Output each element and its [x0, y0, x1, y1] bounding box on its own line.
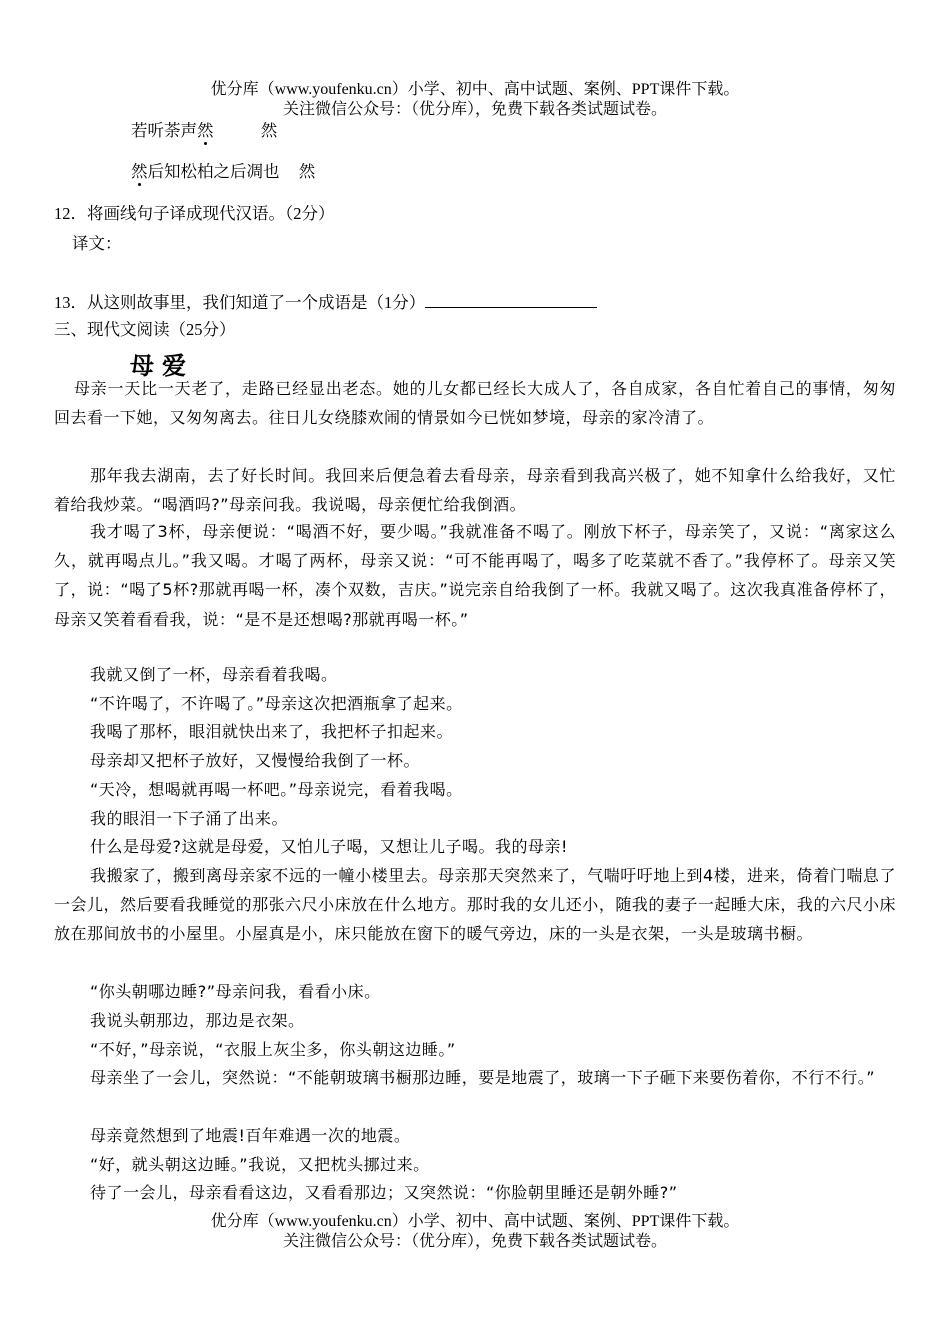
paragraph-2: 那年我去湖南，去了好长时间。我回来后便急着去看母亲，母亲看到我高兴极了，她不知拿什么给我好，又忙着给我炒菜。“喝酒吗?”母亲问我。我说喝，母亲便忙给我倒酒。: [54, 466, 896, 515]
paragraph-7: 母亲却又把杯子放好，又慢慢给我倒了一杯。: [90, 751, 421, 770]
vocab-item-1-answer: 然: [260, 121, 278, 140]
question-12: 12．将画线句子译成现代汉语。（2分）: [54, 204, 335, 223]
paragraph-17: “好，就头朝这边睡。”我说，又把枕头挪过来。: [90, 1155, 430, 1174]
paragraph-14: “不好，”母亲说，“衣服上灰尘多，你头朝这边睡。”: [90, 1040, 456, 1059]
article-title: 母爱: [130, 352, 194, 380]
paragraph-10: 什么是母爱?这就是母爱，又怕儿子喝，又想让儿子喝。我的母亲!: [90, 837, 568, 856]
paragraph-5: “不许喝了，不许喝了。”母亲这次把酒瓶拿了起来。: [90, 694, 463, 713]
paragraph-13: 我说头朝那边，那边是衣架。: [90, 1011, 305, 1030]
question-13-text: 13．从这则故事里，我们知道了一个成语是（1分）: [54, 293, 426, 312]
paragraph-8: “天冷，想喝就再喝一杯吧。”母亲说完，看着我喝。: [90, 780, 463, 799]
paragraph-18: 待了一会儿，母亲看看这边，又看看那边；又突然说：“你脸朝里睡还是朝外睡?”: [90, 1183, 678, 1202]
footer-line-2: 关注微信公众号：（优分库），免费下载各类试题试卷。: [282, 1233, 667, 1250]
paragraph-6: 我喝了那杯，眼泪就快出来了，我把杯子扣起来。: [90, 722, 454, 741]
vocab-item-2-text: 后知松柏之后凋也: [147, 162, 280, 181]
paragraph-16: 母亲竟然想到了地震!百年难遇一次的地震。: [90, 1126, 411, 1145]
vocab-item-1: [131, 120, 277, 142]
paragraph-4: 我就又倒了一杯，母亲看着我喝。: [90, 665, 338, 684]
header-line-2: 关注微信公众号：（优分库），免费下载各类试题试卷。: [282, 101, 667, 118]
paragraph-1: 母亲一天比一天老了，走路已经显出老态。她的儿女都已经长大成人了，各自成家，各自忙着自己的事情，匆匆回去看一下她，又匆匆离去。往日儿女绕膝欢闹的情景如今已恍如梦境，母亲的家冷清了。: [54, 379, 896, 428]
paragraph-9: 我的眼泪一下子涌了出来。: [90, 809, 289, 828]
vocab-item-2-dotted-char: 然: [131, 162, 148, 181]
section-heading-modern-reading: 三、现代文阅读（25分）: [54, 320, 236, 339]
vocab-item-1-dotted-char: 然: [197, 121, 214, 140]
paragraph-12: “你头朝哪边睡?”母亲问我，看看小床。: [90, 982, 381, 1001]
vocab-item-2-answer: 然: [298, 162, 316, 181]
header-line-1: 优分库（www.youfenku.cn）小学、初中、高中试题、案例、PPT课件下载。: [210, 81, 740, 98]
paragraph-3: 我才喝了3杯，母亲便说：“喝酒不好，要少喝。”我就准备不喝了。刚放下杯子，母亲笑了，又说：“离家这么久，就再喝点儿。”我又喝。才喝了两杯，母亲又说：“可不能再喝了，喝多了吃菜就不香了。”我停杯了。母亲又笑了，说：“喝了5杯?那就再喝一杯，凑个双数，吉庆。”说完亲自给我倒了一杯。我就又喝了。这次我真准备停杯了，母亲又笑着看看我，说：“是不是还想喝?那就再喝一杯。”: [54, 522, 896, 629]
footer-line-1: 优分库（www.youfenku.cn）小学、初中、高中试题、案例、PPT课件下载。: [210, 1213, 740, 1230]
translation-label: 译文：: [72, 234, 122, 253]
vocab-item-2: [131, 161, 315, 183]
question-13: [54, 291, 597, 314]
paragraph-15: 母亲坐了一会儿，突然说：“不能朝玻璃书橱那边睡，要是地震了，玻璃一下子砸下来要伤着你，不行不行。”: [90, 1068, 876, 1087]
paragraph-11: 我搬家了，搬到离母亲家不远的一幢小楼里去。母亲那天突然来了，气喘吁吁地上到4楼，进来，倚着门喘息了一会儿，然后要看我睡觉的那张六尺小床放在什么地方。那时我的女儿还小，随我的妻子一起睡大床，我的六尺小床放在那间放书的小屋里。小屋真是小，床只能放在窗下的暖气旁边，床的一头是衣架，一头是玻璃书橱。: [54, 866, 896, 944]
answer-blank[interactable]: [425, 291, 597, 308]
vocab-item-1-text: 若听荼声: [131, 121, 197, 140]
